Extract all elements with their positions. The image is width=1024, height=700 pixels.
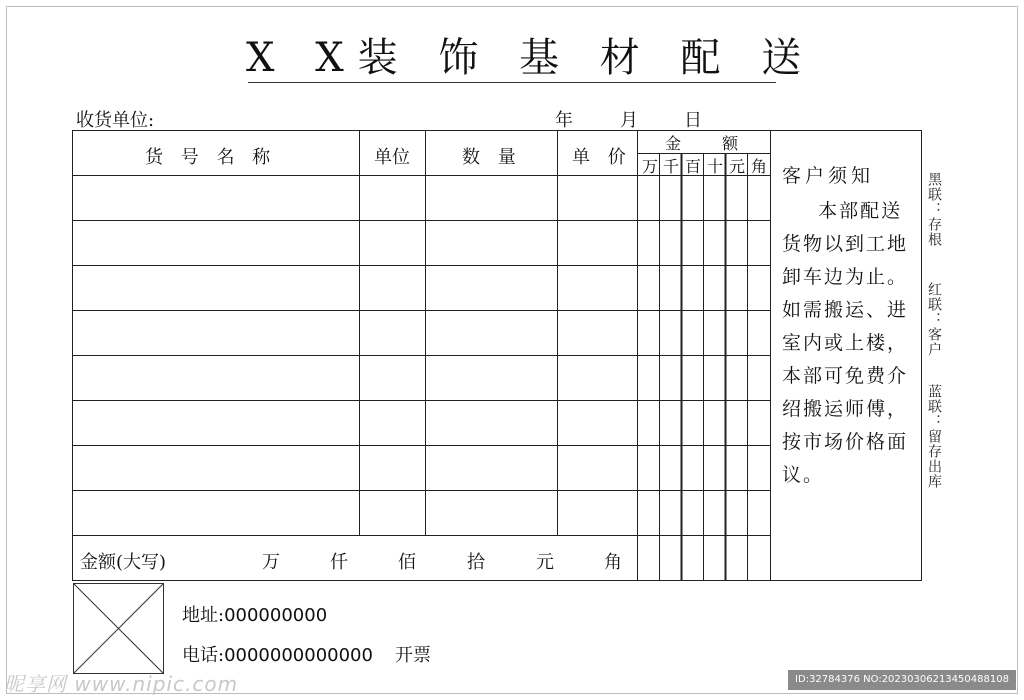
copy-black: 黑联：存根: [926, 172, 942, 247]
date-month-label: 月: [620, 110, 638, 131]
address-value: 000000000: [224, 605, 328, 626]
date-day-label: 日: [684, 110, 702, 131]
address-label: 地址:: [182, 605, 225, 626]
col-header-amount: 金 额: [665, 134, 757, 153]
copy-red: 红联：客户: [926, 282, 942, 357]
total-unit-qian: 仟: [330, 552, 348, 573]
customer-notice: [782, 160, 912, 492]
total-unit-shi: 拾: [467, 552, 485, 573]
col-header-name: 货 号 名 称: [145, 147, 277, 168]
page-title: X X装 饰 基 材 配 送: [246, 35, 816, 81]
notice-title: 客户须知: [782, 165, 875, 187]
digit-header-yuan: 元: [728, 157, 745, 176]
phone-label: 电话:: [182, 645, 225, 666]
phone-line: [182, 641, 431, 667]
digit-header-bai: 百: [684, 157, 701, 176]
receiver-label: 收货单位:: [76, 110, 155, 131]
total-unit-jiao: 角: [604, 552, 622, 573]
col-header-qty: 数 量: [462, 147, 522, 168]
col-header-unit: 单位: [374, 147, 410, 168]
notice-body: 本部配送货物以到工地卸车边为止。如需搬运、进室内或上楼，本部可免费介绍搬运师傅，按市场价格面议。: [782, 200, 909, 486]
phone-value: 0000000000000: [224, 645, 373, 666]
digit-header-shi: 十: [706, 157, 723, 176]
watermark: 昵享网 www.nipic.com: [4, 672, 239, 696]
total-unit-bai: 佰: [398, 552, 416, 573]
digit-header-jiao: 角: [750, 157, 767, 176]
total-unit-wan: 万: [262, 552, 280, 573]
total-unit-yuan: 元: [536, 552, 554, 573]
digit-header-qian: 千: [662, 157, 679, 176]
image-placeholder: [74, 584, 164, 674]
col-header-price: 单 价: [572, 147, 632, 168]
invoice-label: 开票: [394, 645, 431, 666]
image-id-bar: ID:32784376 NO:20230306213450488108: [788, 670, 1016, 690]
date-year-label: 年: [555, 110, 573, 131]
digit-header-wan: 万: [641, 157, 658, 176]
address-line: [182, 601, 327, 627]
total-amount-label: 金额(大写): [80, 552, 167, 573]
copy-blue: 蓝联：留存出库: [926, 384, 942, 489]
